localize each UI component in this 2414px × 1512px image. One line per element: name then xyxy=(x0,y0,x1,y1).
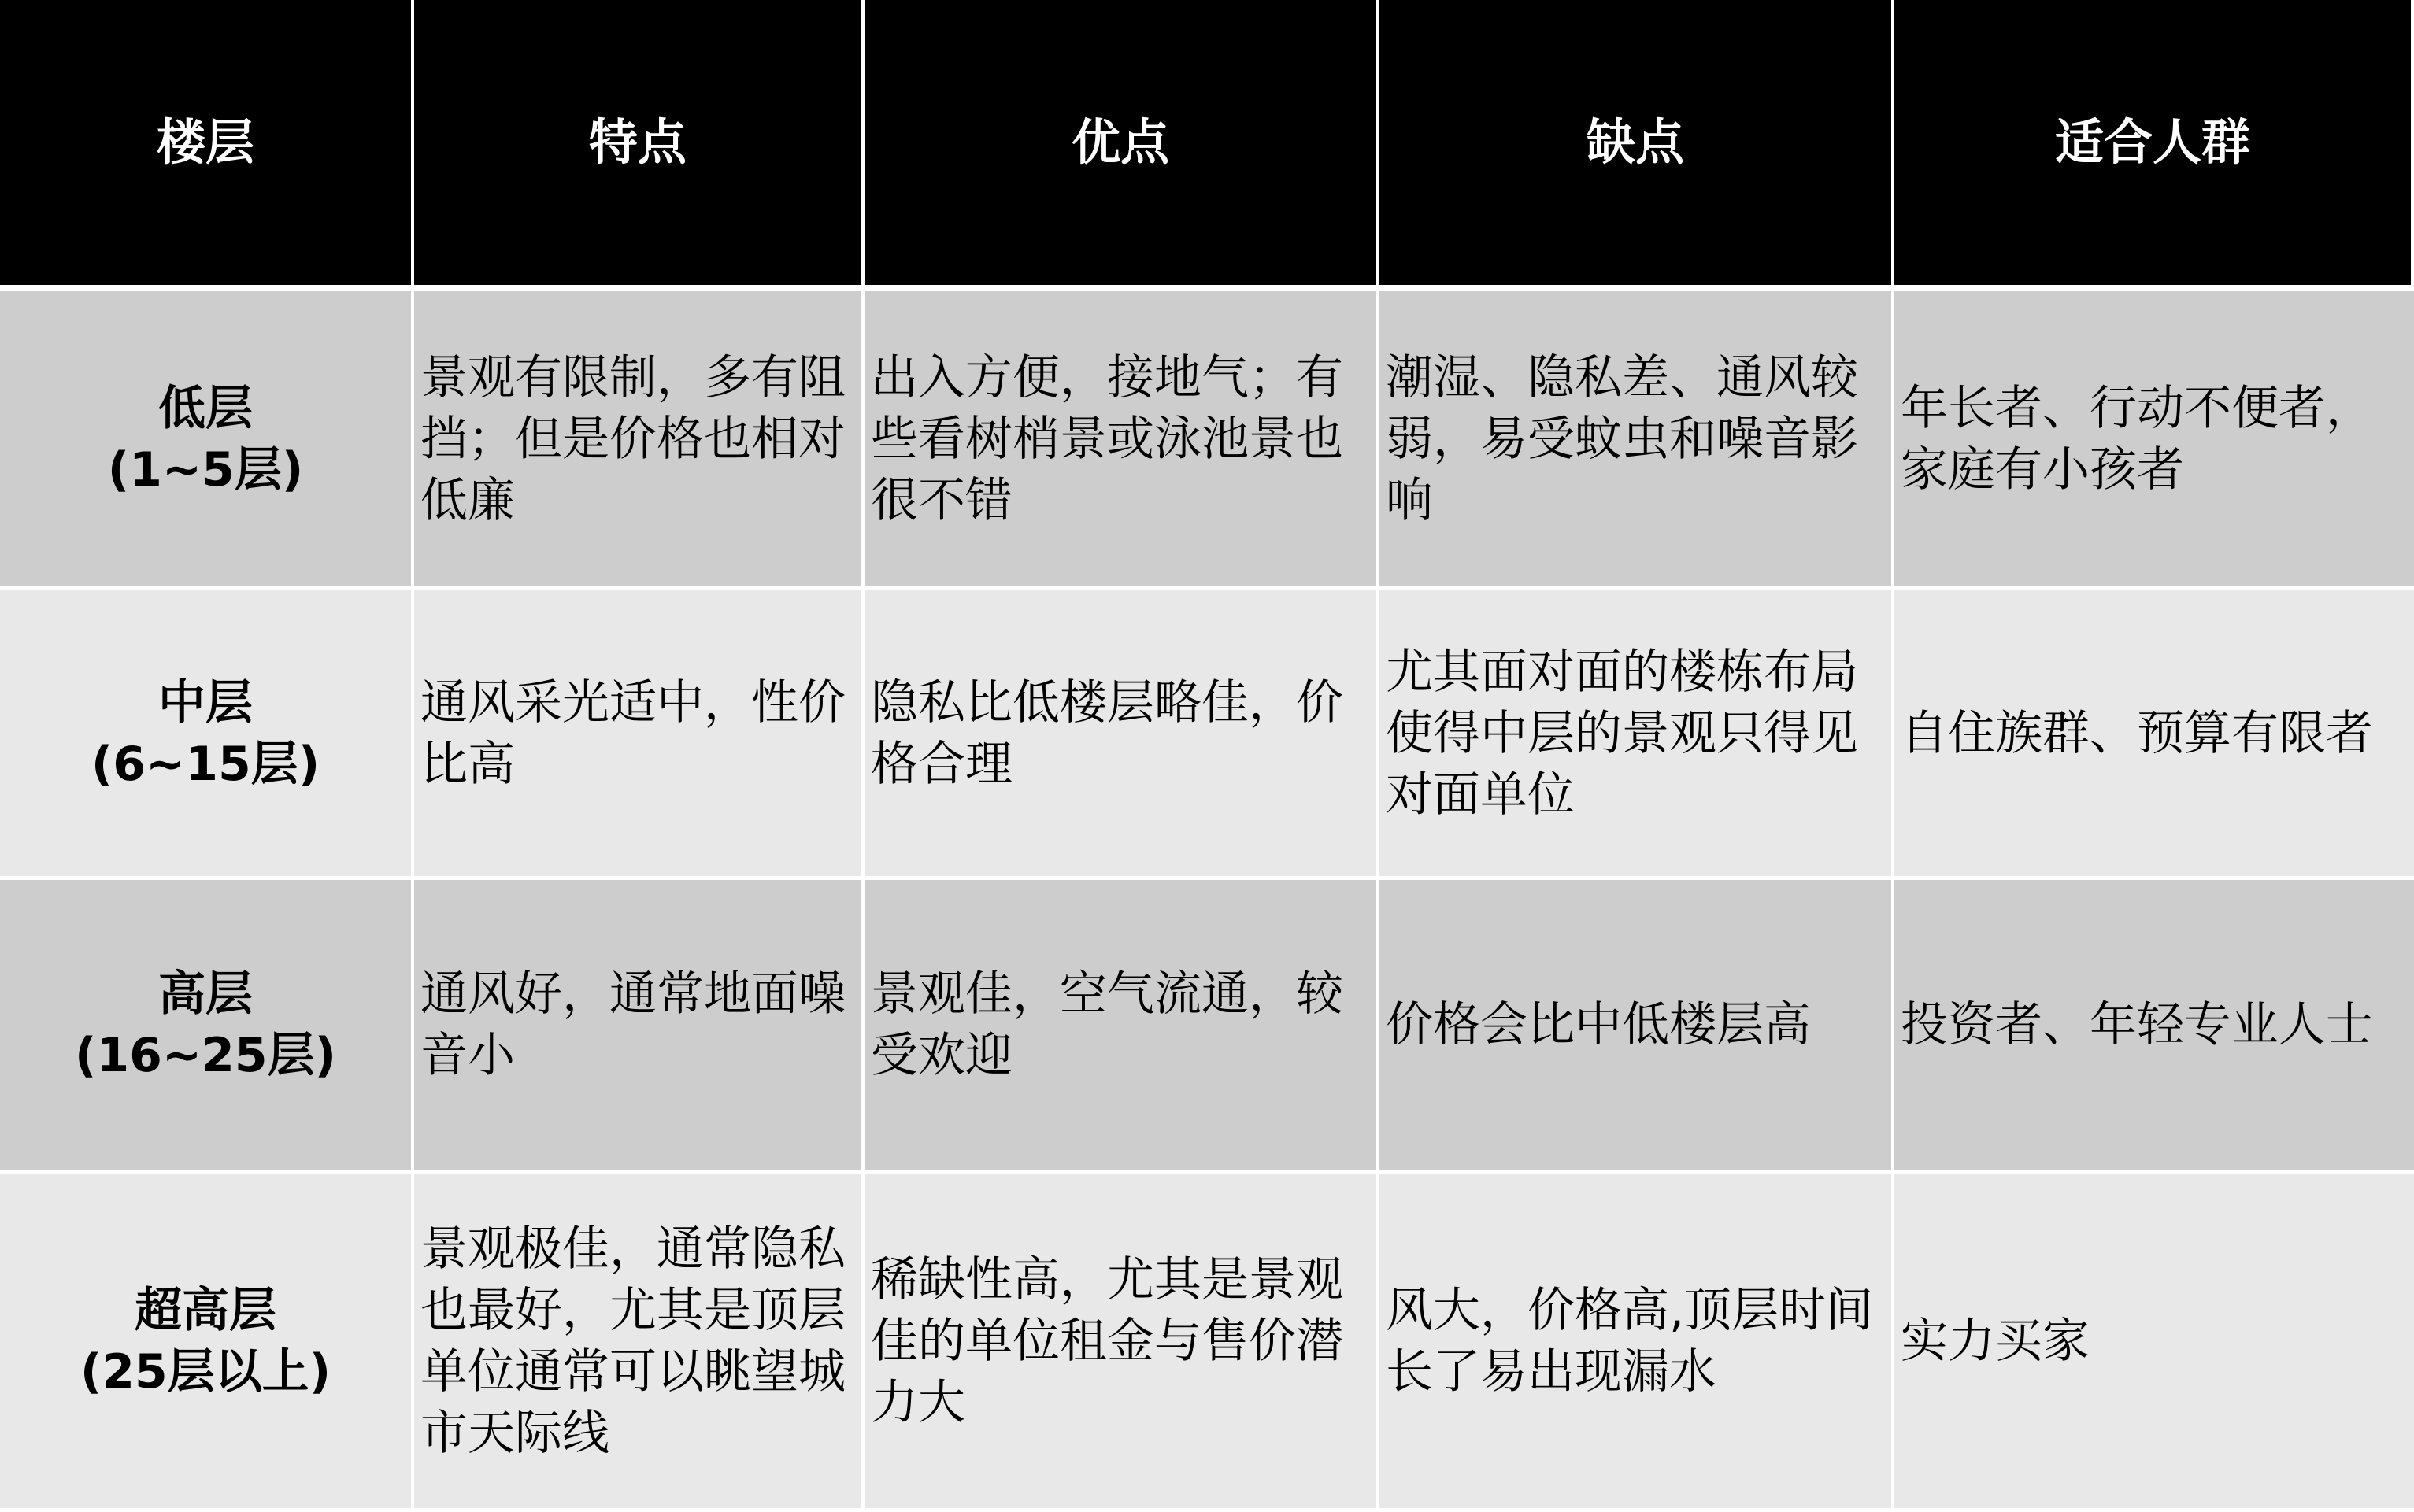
floor-cell xyxy=(0,590,414,880)
floor-name: 超高层 xyxy=(135,1282,276,1338)
feature-cell: 通风采光适中，性价比高 xyxy=(414,590,865,880)
cons-cell: 潮湿、隐私差、通风较弱，易受蚊虫和噪音影响 xyxy=(1379,291,1894,590)
pros-cell: 稀缺性高，尤其是景观佳的单位租金与售价潜力大 xyxy=(865,1174,1379,1512)
header-cons: 缺点 xyxy=(1379,0,1894,291)
audience-cell: 实力买家 xyxy=(1894,1174,2414,1512)
cons-cell: 价格会比中低楼层高 xyxy=(1379,880,1894,1174)
pros-cell: 景观佳，空气流通，较受欢迎 xyxy=(865,880,1379,1174)
header-pros: 优点 xyxy=(865,0,1379,291)
header-audience: 适合人群 xyxy=(1894,0,2414,291)
header-floor: 楼层 xyxy=(0,0,414,291)
floor-range: (16~25层) xyxy=(74,1028,337,1083)
floor-range: (6~15层) xyxy=(91,736,320,792)
audience-cell: 年长者、行动不便者，家庭有小孩者 xyxy=(1894,291,2414,590)
floor-cell xyxy=(0,1174,414,1512)
cons-cell: 尤其面对面的楼栋布局使得中层的景观只得见对面单位 xyxy=(1379,590,1894,880)
floor-range: (1~5层) xyxy=(107,442,304,497)
header-feature: 特点 xyxy=(414,0,865,291)
cons-cell: 风大，价格高,顶层时间长了易出现漏水 xyxy=(1379,1174,1894,1512)
floor-cell xyxy=(0,291,414,590)
feature-cell: 景观极佳，通常隐私也最好，尤其是顶层单位通常可以眺望城市天际线 xyxy=(414,1174,865,1512)
floor-range: (25层以上) xyxy=(80,1344,331,1399)
feature-cell: 通风好，通常地面噪音小 xyxy=(414,880,865,1174)
feature-cell: 景观有限制，多有阻挡；但是价格也相对低廉 xyxy=(414,291,865,590)
pros-cell: 隐私比低楼层略佳，价格合理 xyxy=(865,590,1379,880)
floor-cell xyxy=(0,880,414,1174)
audience-cell: 投资者、年轻专业人士 xyxy=(1894,880,2414,1174)
floor-name: 低层 xyxy=(158,380,253,436)
audience-cell: 自住族群、预算有限者 xyxy=(1894,590,2414,880)
floor-name: 中层 xyxy=(158,675,253,730)
pros-cell: 出入方便，接地气；有些看树梢景或泳池景也很不错 xyxy=(865,291,1379,590)
floor-name: 高层 xyxy=(157,967,253,1022)
